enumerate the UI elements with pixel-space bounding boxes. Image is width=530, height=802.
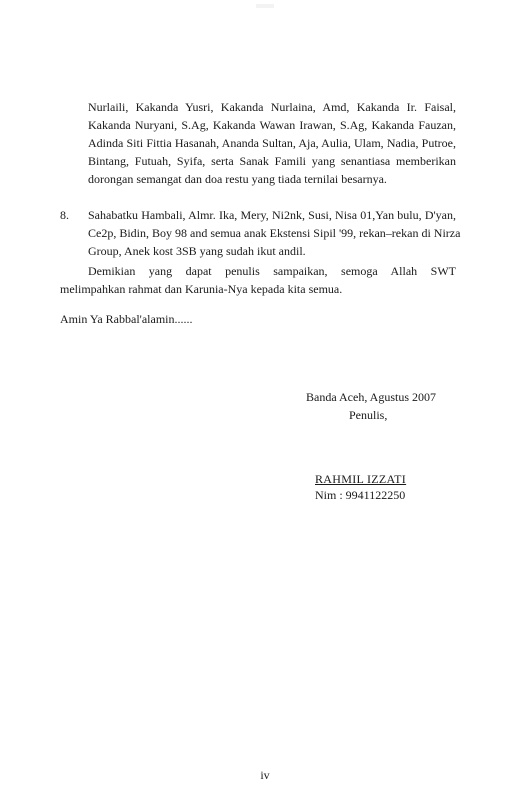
- signature-place-date: Banda Aceh, Agustus 2007: [306, 390, 436, 404]
- closing-paragraph: [60, 262, 456, 298]
- text-line: Sahabatku Hambali, Almr. Ika, Mery, Ni2nk, Susi, Nisa 01,Yan bulu, D'yan,: [88, 208, 456, 222]
- text-line: Demikian yang dapat penulis sampaikan, semoga Allah SWT: [88, 264, 456, 278]
- text-line: Amin Ya Rabbal'alamin......: [60, 312, 193, 326]
- signature-role: Penulis,: [349, 408, 388, 422]
- signature-name: RAHMIL IZZATI: [315, 472, 407, 486]
- page-number: iv: [260, 768, 270, 782]
- text-line: Nurlaili, Kakanda Yusri, Kakanda Nurlaina, Amd, Kakanda Ir. Faisal,: [88, 100, 456, 114]
- text-line: Ce2p, Bidin, Boy 98 and semua anak Ekstensi Sipil '99, rekan–rekan di Nirza: [88, 226, 461, 240]
- text-line: Group, Anek kost 3SB yang sudah ikut andil.: [88, 244, 306, 258]
- list-body: [88, 206, 461, 260]
- text-line: Adinda Siti Fittia Hasanah, Ananda Sultan, Aja, Aulia, Ulam, Nadia, Putroe,: [88, 136, 456, 150]
- closing-prayer: [60, 310, 360, 328]
- acknowledgement-continuation: [88, 98, 456, 188]
- text-line: melimpahkan rahmat dan Karunia-Nya kepada kita semua.: [60, 282, 343, 296]
- list-number: 8.: [60, 208, 69, 222]
- text-line: dorongan semangat dan doa restu yang tiada ternilai besarnya.: [88, 172, 387, 186]
- signature-nim: Nim : 9941122250: [315, 488, 406, 502]
- text-line: Bintang, Futuah, Syifa, serta Sanak Famili yang senantiasa memberikan: [88, 154, 456, 168]
- text-line: Kakanda Nuryani, S.Ag, Kakanda Wawan Irawan, S.Ag, Kakanda Fauzan,: [88, 118, 456, 132]
- scan-artifact: [256, 4, 274, 8]
